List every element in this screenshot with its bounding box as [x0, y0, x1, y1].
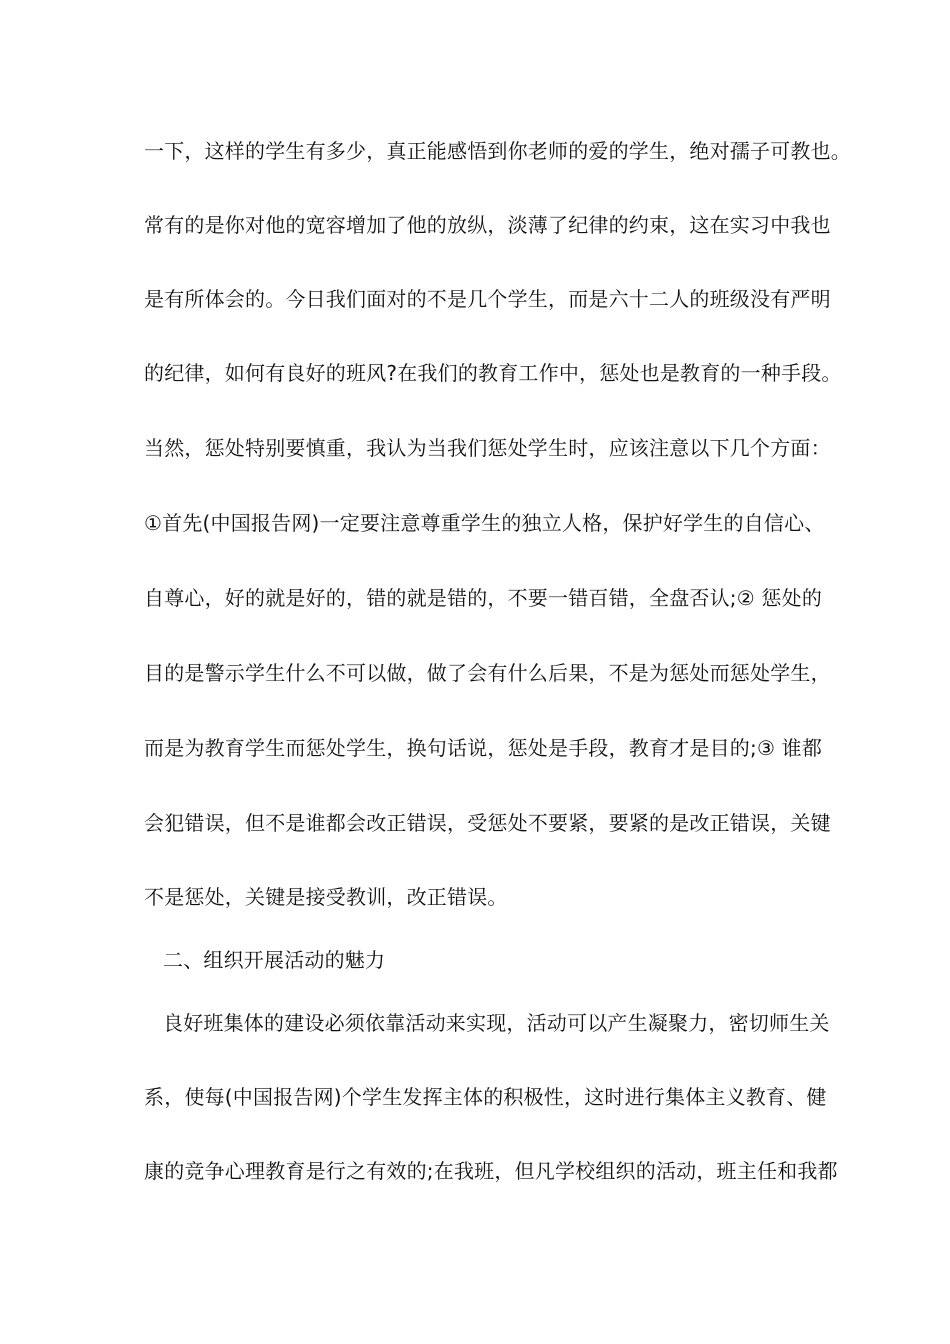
- paragraph-line: 会犯错误，但不是谁都会改正错误，受惩处不要紧，要紧的是改正错误，关键: [144, 811, 831, 835]
- paragraph-line: ①首先(中国报告网)一定要注意尊重学生的独立人格，保护好学生的自信心、: [144, 511, 825, 535]
- paragraph-line: 良好班集体的建设必须依靠活动来实现，活动可以产生凝聚力，密切师生关: [163, 1011, 830, 1035]
- section-heading: 二、组织开展活动的魅力: [163, 948, 386, 972]
- paragraph-line: 当然，惩处特别要慎重，我认为当我们惩处学生时，应该注意以下几个方面：: [144, 436, 831, 460]
- paragraph-line: 自尊心，好的就是好的，错的就是错的，不要一错百错，全盘否认;② 惩处的: [144, 586, 823, 610]
- paragraph-line: 常有的是你对他的宽容增加了他的放纵，淡薄了纪律的约束，这在实习中我也: [144, 213, 831, 237]
- paragraph-line: 不是惩处，关键是接受教训，改正错误。: [144, 885, 508, 909]
- paragraph-line: 康的竞争心理教育是行之有效的;在我班，但凡学校组织的活动，班主任和我都: [144, 1159, 838, 1183]
- paragraph-line: 而是为教育学生而惩处学生，换句话说，惩处是手段，教育才是目的;③ 谁都: [144, 736, 823, 760]
- paragraph-line: 目的是警示学生什么不可以做，做了会有什么后果，不是为惩处而惩处学生，: [144, 661, 831, 685]
- paragraph-line: 系，使每(中国报告网)个学生发挥主体的积极性，这时进行集体主义教育、健: [144, 1085, 827, 1109]
- paragraph-line: 是有所体会的。今日我们面对的不是几个学生，而是六十二人的班级没有严明: [144, 287, 831, 311]
- paragraph-line: 一下，这样的学生有多少，真正能感悟到你老师的爱的学生，绝对孺子可教也。: [144, 139, 851, 163]
- paragraph-line: 的纪律，如何有良好的班风?在我们的教育工作中，惩处也是教育的一种手段。: [144, 361, 842, 385]
